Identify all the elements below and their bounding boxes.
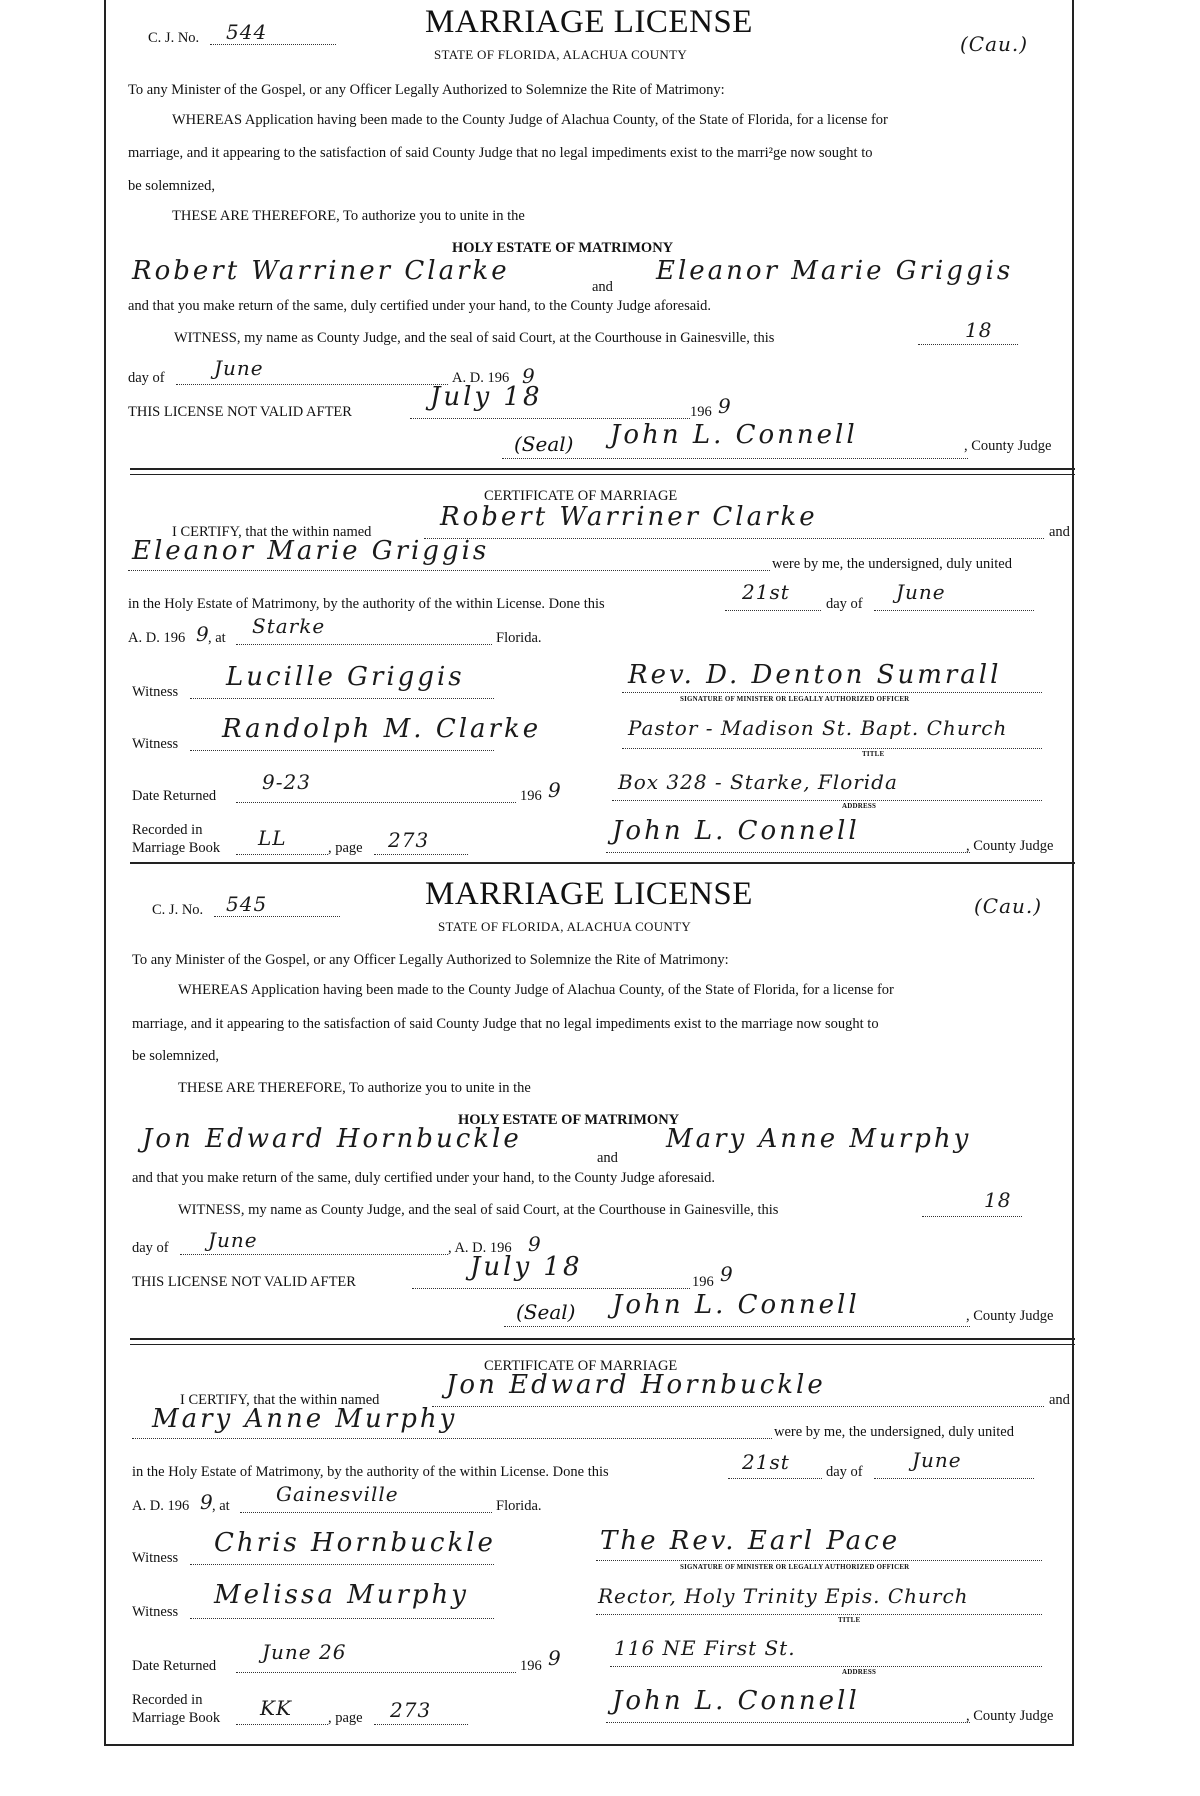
holy-estate: HOLY ESTATE OF MATRIMONY — [452, 240, 674, 256]
returned-year-digit: 9 — [548, 778, 562, 802]
witness-2-signature: Melissa Murphy — [214, 1580, 469, 1610]
returned-year: 196 — [520, 788, 542, 804]
title-caption: TITLE — [838, 1616, 861, 1624]
cert-bride-name: Eleanor Marie Griggis — [132, 536, 490, 566]
cert-and: and — [1049, 1392, 1070, 1408]
address-caption: ADDRESS — [842, 1668, 877, 1676]
date-returned: 9-23 — [262, 770, 311, 794]
not-valid-label: THIS LICENSE NOT VALID AFTER — [128, 404, 352, 420]
cert-year-digit: 9 — [196, 622, 210, 646]
cert-day: 21st — [742, 1450, 790, 1474]
recorder-county-judge: , County Judge — [966, 1708, 1054, 1724]
groom-name: Jon Edward Hornbuckle — [142, 1124, 522, 1154]
expiry-year-digit: 9 — [718, 394, 732, 418]
cert-ad: A. D. 196 — [132, 1498, 190, 1514]
witness-1-signature: Lucille Griggis — [226, 662, 465, 692]
certify-label: I CERTIFY, that the within named — [172, 524, 372, 540]
witness-1-signature: Chris Hornbuckle — [214, 1528, 496, 1558]
witness-day: 18 — [965, 318, 993, 342]
expiry-date: July 18 — [430, 382, 543, 412]
cert-holy: in the Holy Estate of Matrimony, by the authority of the within License. Done this — [128, 596, 605, 612]
and-word: and — [592, 279, 613, 295]
whereas-line-2: marriage, and it appearing to the satisfaction of said County Judge that no legal impediments exist to the marri²ge now sought to — [128, 145, 873, 161]
whereas-line-3: be solemnized, — [132, 1048, 219, 1064]
recorded-in: Recorded in — [132, 822, 203, 838]
cert-dayof: day of — [826, 1464, 863, 1480]
cert-groom-name: Robert Warriner Clarke — [440, 502, 818, 532]
cert-groom-name: Jon Edward Hornbuckle — [446, 1370, 826, 1400]
address-caption: ADDRESS — [842, 802, 877, 810]
cert-bride-name: Mary Anne Murphy — [152, 1404, 458, 1434]
license-subtitle: STATE OF FLORIDA, ALACHUA COUNTY — [434, 47, 688, 62]
return-line: and that you make return of the same, duly certified under your hand, to the County Judge aforesaid. — [132, 1170, 716, 1186]
officer-title: Rector, Holy Trinity Epis. Church — [598, 1584, 969, 1608]
bride-name: Eleanor Marie Griggis — [656, 256, 1014, 286]
witness-2-label: Witness — [132, 736, 179, 752]
cj-label: C. J. No. — [148, 30, 200, 46]
expiry-year-digit: 9 — [720, 1262, 734, 1286]
date-returned-label: Date Returned — [132, 1658, 217, 1674]
returned-year-digit: 9 — [548, 1646, 562, 1670]
ad-label: , A. D. 196 — [448, 1240, 512, 1256]
expiry-date: July 18 — [470, 1252, 583, 1282]
marriage-book-label: Marriage Book — [132, 840, 221, 856]
not-valid-label: THIS LICENSE NOT VALID AFTER — [132, 1274, 356, 1290]
cert-ad: A. D. 196 — [128, 630, 186, 646]
expiry-year: 196 — [690, 404, 712, 420]
corner-mark: (Cau.) — [960, 32, 1029, 56]
issue-month: June — [208, 1228, 258, 1252]
cert-dayof: day of — [826, 596, 863, 612]
corner-mark: (Cau.) — [974, 894, 1043, 918]
witness-2-signature: Randolph M. Clarke — [222, 714, 542, 744]
certify-label: I CERTIFY, that the within named — [180, 1392, 380, 1408]
witness-2-label: Witness — [132, 1604, 179, 1620]
cert-day: 21st — [742, 580, 790, 604]
officer-title: Pastor - Madison St. Bapt. Church — [628, 716, 1008, 740]
cert-place: Gainesville — [276, 1482, 399, 1506]
certificate-title: CERTIFICATE OF MARRIAGE — [484, 488, 678, 504]
bride-name: Mary Anne Murphy — [666, 1124, 972, 1154]
issue-year-digit: 9 — [522, 364, 536, 388]
license-subtitle: STATE OF FLORIDA, ALACHUA COUNTY — [438, 919, 692, 934]
seal-mark: (Seal) — [516, 1300, 576, 1324]
page-label: , page — [328, 1710, 363, 1726]
cert-year-digit: 9 — [200, 1490, 214, 1514]
witness-line: WITNESS, my name as County Judge, and the seal of said Court, at the Courthouse in Gainesville, this — [174, 330, 775, 346]
ad-label: A. D. 196 — [452, 370, 510, 386]
recorder-signature: John L. Connell — [612, 1686, 860, 1716]
therefore-line: THESE ARE THEREFORE, To authorize you to unite in the — [172, 208, 525, 224]
officer-caption: SIGNATURE OF MINISTER OR LEGALLY AUTHORIZED OFFICER — [680, 1563, 910, 1571]
officer-signature: The Rev. Earl Pace — [600, 1526, 901, 1556]
page-number: 273 — [388, 828, 430, 852]
marriage-book: KK — [260, 1696, 292, 1720]
cj-number: 545 — [226, 892, 268, 916]
seal-mark: (Seal) — [514, 432, 574, 456]
certificate-title: CERTIFICATE OF MARRIAGE — [484, 1358, 678, 1374]
marriage-book: LL — [258, 826, 287, 850]
return-line: and that you make return of the same, duly certified under your hand, to the County Judge aforesaid. — [128, 298, 712, 314]
date-returned-label: Date Returned — [132, 788, 217, 804]
issue-year-digit: 9 — [528, 1232, 542, 1256]
issue-month: June — [214, 356, 264, 380]
officer-signature: Rev. D. Denton Sumrall — [628, 660, 1002, 690]
witness-line: WITNESS, my name as County Judge, and the seal of said Court, at the Courthouse in Gainesville, this — [178, 1202, 779, 1218]
cert-florida: Florida. — [496, 1498, 542, 1514]
page-number: 273 — [390, 1698, 432, 1722]
title-caption: TITLE — [862, 750, 885, 758]
therefore-line: THESE ARE THEREFORE, To authorize you to unite in the — [178, 1080, 531, 1096]
county-judge-label: , County Judge — [964, 438, 1052, 454]
cert-united: were by me, the undersigned, duly united — [774, 1424, 1014, 1440]
witness-1-label: Witness — [132, 1550, 179, 1566]
and-word: and — [597, 1150, 618, 1166]
recorder-signature: John L. Connell — [612, 816, 860, 846]
whereas-line-3: be solemnized, — [128, 178, 215, 194]
date-returned: June 26 — [262, 1640, 347, 1664]
address-line: To any Minister of the Gospel, or any Officer Legally Authorized to Solemnize the Rite of Matrimony: — [132, 952, 729, 968]
license-title: MARRIAGE LICENSE — [425, 4, 753, 40]
whereas-line-1: WHEREAS Application having been made to the County Judge of Alachua County, of the State of Florida, for a license for — [178, 982, 894, 998]
cert-holy: in the Holy Estate of Matrimony, by the authority of the within License. Done this — [132, 1464, 609, 1480]
witness-1-label: Witness — [132, 684, 179, 700]
cert-at: , at — [212, 1498, 230, 1514]
cert-united: were by me, the undersigned, duly united — [772, 556, 1012, 572]
officer-address: Box 328 - Starke, Florida — [618, 770, 898, 794]
expiry-year: 196 — [692, 1274, 714, 1290]
holy-estate: HOLY ESTATE OF MATRIMONY — [458, 1112, 680, 1128]
marriage-book-label: Marriage Book — [132, 1710, 221, 1726]
cert-and: and — [1049, 524, 1070, 540]
cert-month: June — [896, 580, 946, 604]
returned-year: 196 — [520, 1658, 542, 1674]
page-label: , page — [328, 840, 363, 856]
cj-label: C. J. No. — [152, 902, 204, 918]
witness-day: 18 — [984, 1188, 1012, 1212]
cert-place: Starke — [252, 614, 326, 638]
groom-name: Robert Warriner Clarke — [132, 256, 510, 286]
county-judge-label: , County Judge — [966, 1308, 1054, 1324]
license-title: MARRIAGE LICENSE — [425, 876, 753, 912]
cert-florida: Florida. — [496, 630, 542, 646]
recorder-county-judge: , County Judge — [966, 838, 1054, 854]
cert-at: , at — [208, 630, 226, 646]
cj-number: 544 — [226, 20, 268, 44]
whereas-line-1: WHEREAS Application having been made to the County Judge of Alachua County, of the State of Florida, for a license for — [172, 112, 888, 128]
address-line: To any Minister of the Gospel, or any Officer Legally Authorized to Solemnize the Rite of Matrimony: — [128, 82, 725, 98]
officer-address: 116 NE First St. — [614, 1636, 796, 1660]
whereas-line-2: marriage, and it appearing to the satisfaction of said County Judge that no legal impediments exist to the marriage now sought to — [132, 1016, 879, 1032]
judge-signature: John L. Connell — [612, 1290, 860, 1320]
day-of: day of — [128, 370, 165, 386]
officer-caption: SIGNATURE OF MINISTER OR LEGALLY AUTHORIZED OFFICER — [680, 695, 910, 703]
recorded-in: Recorded in — [132, 1692, 203, 1708]
cert-month: June — [912, 1448, 962, 1472]
day-of: day of — [132, 1240, 169, 1256]
judge-signature: John L. Connell — [610, 420, 858, 450]
